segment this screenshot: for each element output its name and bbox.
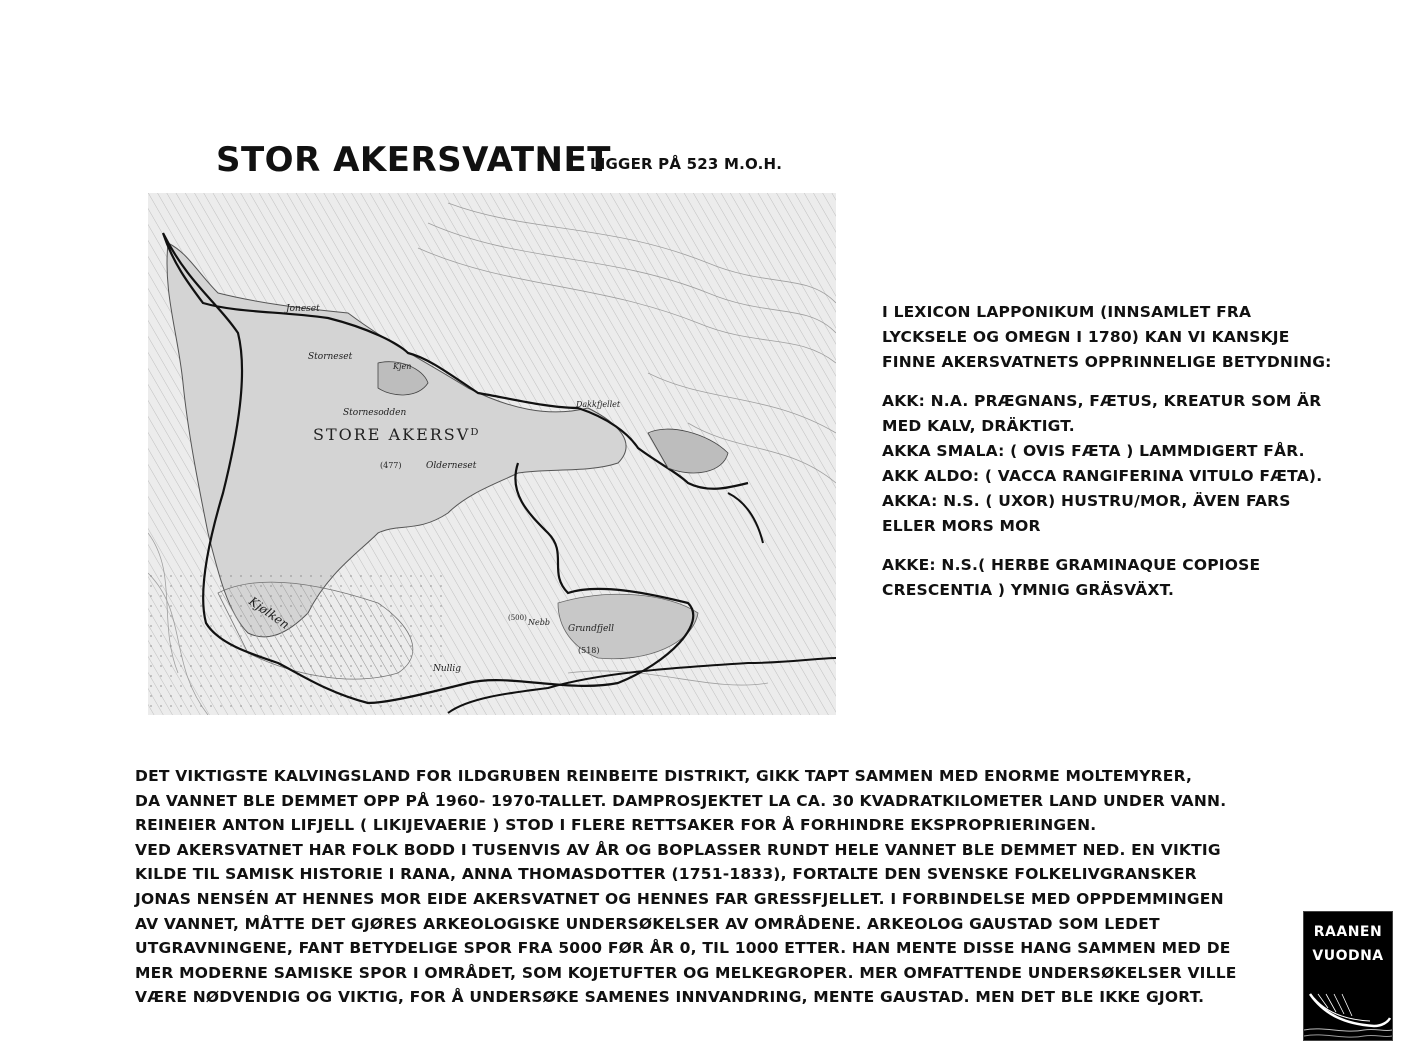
definition-line: AKK ALDO: ( VACCA RANGIFERINA VITULO FÆTA). [882,467,1323,485]
map-label-stornesodden: Stornesodden [343,408,407,418]
definition-line: AKKA: N.S. ( UXOR) HUSTRU/MOR, ÄVEN FARS [882,492,1291,510]
map-label-kjelken: Kjølken [246,593,292,632]
paragraph-line: AV VANNET, MÅTTE DET GJØRES ARKEOLOGISKE UNDERSØKELSER AV OMRÅDENE. ARKEOLOG GAUSTAD SOM LEDET [135,914,1160,933]
definition-line: AKKA SMALA: ( OVIS FÆTA ) LAMMDIGERT FÅR. [882,442,1305,460]
map-label-joneset: Joneset [286,304,320,314]
intro-line: FINNE AKERSVATNETS OPPRINNELIGE BETYDNING: [882,353,1332,371]
topographic-map [148,193,836,715]
map-label-elev2: (518) [578,646,600,655]
intro-line: I LEXICON LAPPONIKUM (INNSAMLET FRA [882,303,1252,321]
logo-line-2: VUODNA [1312,948,1384,964]
map-label-grundfjell: Grundfjell [568,624,615,634]
page-title: STOR AKERSVATNET [216,140,611,180]
map-label-nebb: Nebb [528,618,550,627]
paragraph-line: KILDE TIL SAMISK HISTORIE I RANA, ANNA THOMASDOTTER (1751-1833), FORTALTE DEN SVENSKE FOLKELIVGRANSKER [135,865,1197,884]
definition-line: AKK: N.A. PRÆGNANS, FÆTUS, KREATUR SOM ÄR [882,392,1322,410]
akke-line: CRESCENTIA ) YMNIG GRÄSVÄXT. [882,581,1175,599]
history-paragraph [135,764,1285,1010]
map-label-dakkfjellet: Dakkfjellet [576,400,621,409]
etymology-panel [882,300,1352,603]
intro-line: LYCKSELE OG OMEGN I 1780) KAN VI KANSKJE [882,328,1290,346]
paragraph-line: UTGRAVNINGENE, FANT BETYDELIGE SPOR FRA 5000 FØR ÅR 0, TIL 1000 ETTER. HAN MENTE DISSE HANG SAMMEN MED DE [135,939,1231,958]
page-subtitle: LIGGER PÅ 523 M.O.H. [590,155,783,173]
raanen-vuodna-logo [1303,911,1393,1041]
logo-line-1: RAANEN [1313,924,1383,940]
map-label-lake: STORE AKERSVᴰ [313,425,481,444]
paragraph-line: MER MODERNE SAMISKE SPOR I OMRÅDET, SOM KOJETUFTER OG MELKEGROPER. MER OMFATTENDE UNDERSØKELSER VILLE [135,963,1237,982]
map-label-nullig: Nullig [433,664,462,674]
map-label-storneset: Storneset [308,352,353,362]
akke-line: AKKE: N.S.( HERBE GRAMINAQUE COPIOSE [882,556,1261,574]
paragraph-line: DA VANNET BLE DEMMET OPP PÅ 1960- 1970-TALLET. DAMPROSJEKTET LA CA. 30 KVADRATKILOMETER LAND UNDER VANN. [135,791,1227,810]
map-label-elev3: (500) [508,614,527,622]
boat-icon [1304,964,1392,1040]
definition-line: MED KALV, DRÄKTIGT. [882,417,1075,435]
paragraph-line: VED AKERSVATNET HAR FOLK BODD I TUSENVIS AV ÅR OG BOPLASSER RUNDT HELE VANNET BLE DEMMET NED. EN VIKTIG [135,840,1221,859]
map-label-kjen: Kjen [393,362,412,371]
paragraph-line: DET VIKTIGSTE KALVINGSLAND FOR ILDGRUBEN REINBEITE DISTRIKT, GIKK TAPT SAMMEN MED ENORME MOLTEMYRER, [135,767,1193,785]
paragraph-line: JONAS NENSÉN AT HENNES MOR EIDE AKERSVATNET OG HENNES FAR GRESSFJELLET. I FORBINDELSE MED OPPDEMMINGEN [135,889,1224,908]
paragraph-line: VÆRE NØDVENDIG OG VIKTIG, FOR Å UNDERSØKE SAMENES INNVANDRING, MENTE GAUSTAD. MEN DET BLE IKKE GJORT. [135,988,1205,1007]
definition-line: ELLER MORS MOR [882,517,1041,535]
map-label-olderneset: Olderneset [426,461,477,471]
paragraph-line: REINEIER ANTON LIFJELL ( LIKIJEVAERIE ) STOD I FLERE RETTSAKER FOR Å FORHINDRE EKSPROPRIERINGEN. [135,816,1097,835]
map-label-elev1: (477) [380,461,402,470]
